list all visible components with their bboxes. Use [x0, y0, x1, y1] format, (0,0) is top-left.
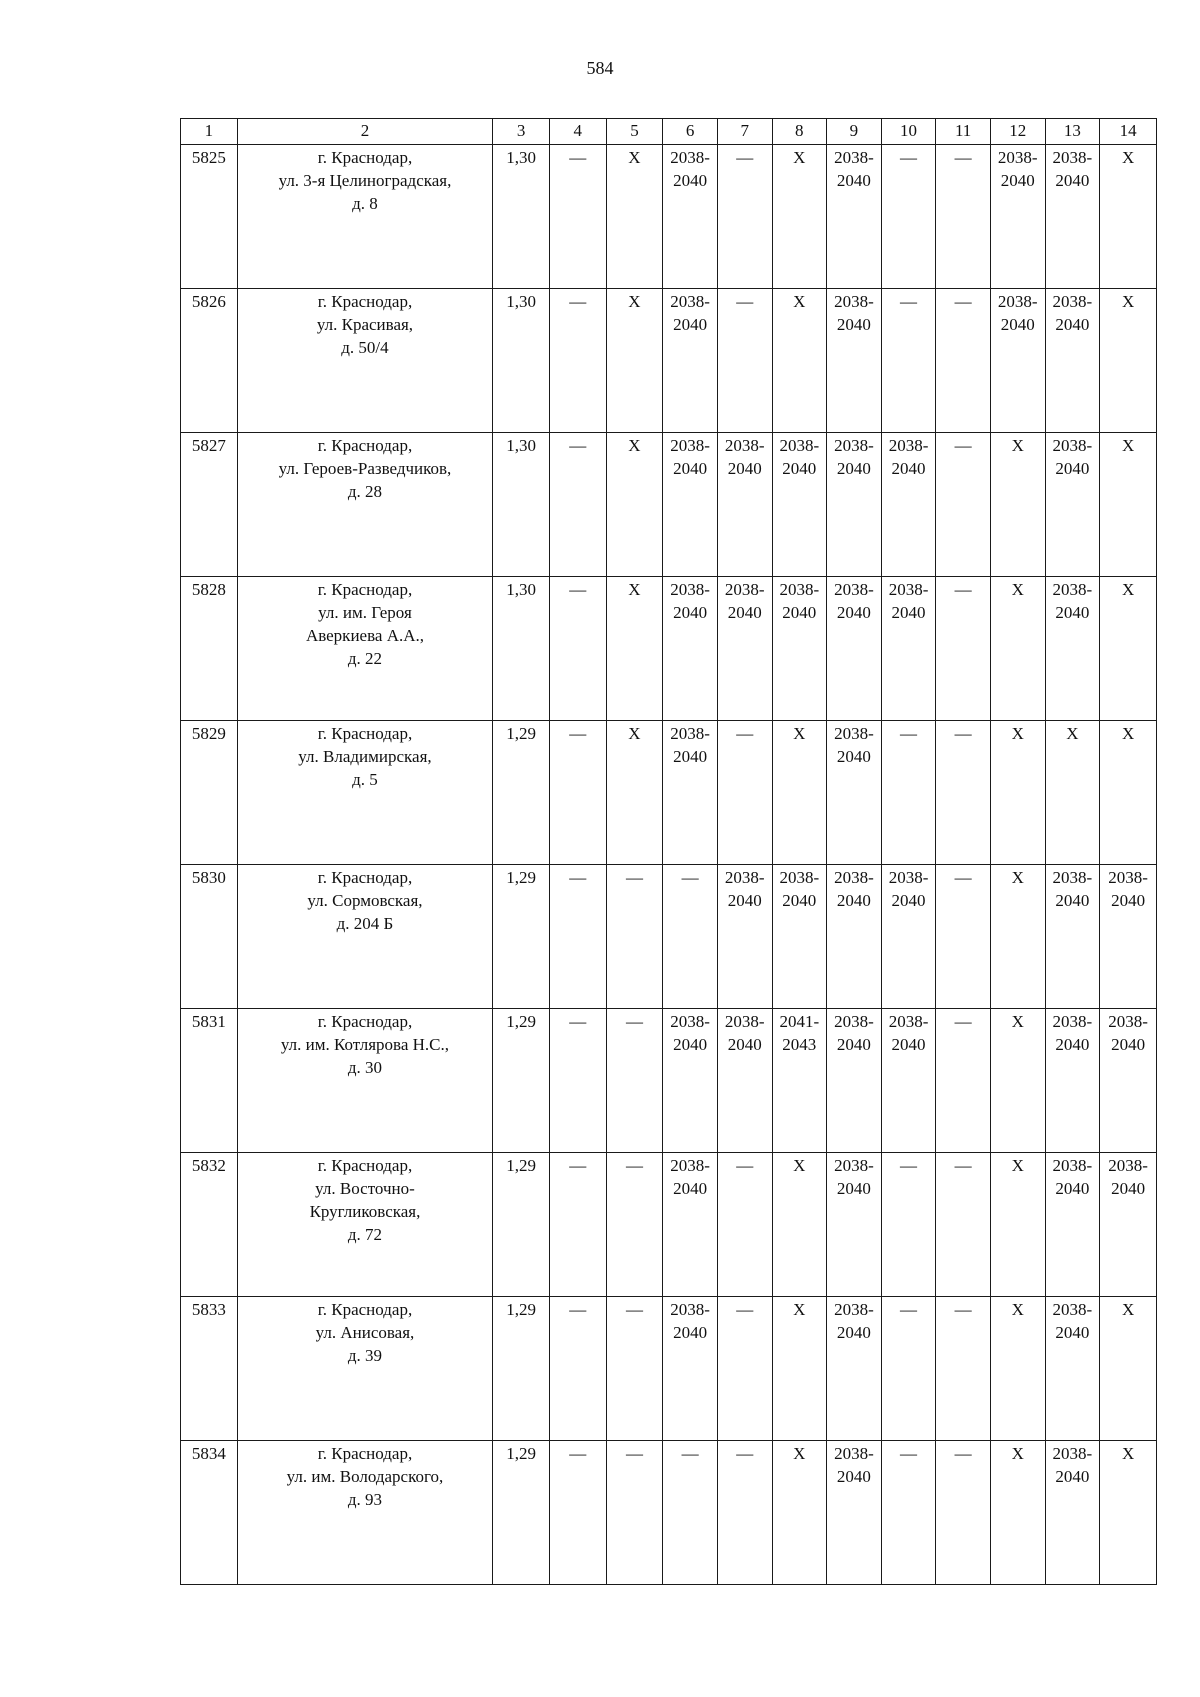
housing-table	[180, 118, 1157, 1585]
value-cell: 2038- 2040	[881, 576, 936, 720]
address-cell	[237, 720, 493, 864]
value-cell: 2038- 2040	[663, 1296, 718, 1440]
address-line: г. Краснодар,	[317, 579, 413, 599]
value-cell: —	[717, 720, 772, 864]
column-header: 9	[827, 119, 882, 145]
value-cell: 2038- 2040	[1045, 576, 1100, 720]
address-line: ул. 3-я Целиноградская,	[278, 170, 452, 190]
value-cell: 2038- 2040	[827, 1008, 882, 1152]
column-header: 4	[549, 119, 606, 145]
value-cell: —	[936, 432, 991, 576]
value-cell: 2038- 2040	[1045, 1152, 1100, 1296]
value-cell: Х	[990, 720, 1045, 864]
address-line: д. 5	[352, 769, 378, 789]
address-line: д. 72	[347, 1224, 383, 1244]
value-cell: 1,30	[493, 576, 550, 720]
address-line: г. Краснодар,	[317, 1299, 413, 1319]
value-cell: Х	[606, 576, 663, 720]
table-header	[181, 119, 1157, 145]
value-cell: 2038- 2040	[827, 720, 882, 864]
address-line: г. Краснодар,	[317, 723, 413, 743]
address-line: г. Краснодар,	[317, 1155, 413, 1175]
value-cell: —	[936, 864, 991, 1008]
value-cell: 2038- 2040	[717, 864, 772, 1008]
address-cell	[237, 432, 493, 576]
value-cell: —	[717, 1152, 772, 1296]
value-cell: —	[717, 288, 772, 432]
value-cell: Х	[990, 1008, 1045, 1152]
value-cell: 2038- 2040	[663, 1008, 718, 1152]
column-header: 12	[990, 119, 1045, 145]
value-cell: —	[606, 864, 663, 1008]
address-line: д. 30	[347, 1057, 383, 1077]
value-cell: —	[663, 864, 718, 1008]
column-header: 1	[181, 119, 238, 145]
table-row	[181, 1008, 1157, 1152]
value-cell: —	[606, 1152, 663, 1296]
value-cell: Х	[990, 576, 1045, 720]
value-cell: 2038- 2040	[1045, 432, 1100, 576]
value-cell: Х	[772, 1296, 827, 1440]
value-cell: Х	[772, 720, 827, 864]
value-cell: 2038- 2040	[1045, 1440, 1100, 1584]
value-cell: 2038- 2040	[1100, 1008, 1157, 1152]
value-cell: 1,29	[493, 1440, 550, 1584]
value-cell: —	[936, 1008, 991, 1152]
row-number: 5827	[181, 432, 238, 576]
value-cell: —	[717, 1440, 772, 1584]
value-cell: 1,29	[493, 1152, 550, 1296]
value-cell: 1,30	[493, 288, 550, 432]
address-line: ул. Красивая,	[316, 314, 414, 334]
value-cell: —	[606, 1296, 663, 1440]
row-number: 5826	[181, 288, 238, 432]
value-cell: 2038- 2040	[717, 576, 772, 720]
address-line: д. 8	[352, 193, 378, 213]
value-cell: Х	[772, 144, 827, 288]
value-cell: Х	[606, 144, 663, 288]
value-cell: Х	[1100, 432, 1157, 576]
table-row	[181, 144, 1157, 288]
value-cell: —	[936, 1296, 991, 1440]
value-cell: —	[549, 864, 606, 1008]
value-cell: Х	[606, 432, 663, 576]
value-cell: 1,30	[493, 144, 550, 288]
value-cell: Х	[1100, 1296, 1157, 1440]
value-cell: —	[936, 1152, 991, 1296]
value-cell: Х	[1100, 576, 1157, 720]
value-cell: Х	[1100, 1440, 1157, 1584]
column-header: 5	[606, 119, 663, 145]
value-cell: Х	[990, 432, 1045, 576]
column-header: 2	[237, 119, 493, 145]
value-cell: 1,29	[493, 864, 550, 1008]
row-number: 5830	[181, 864, 238, 1008]
value-cell: 2038- 2040	[1045, 1296, 1100, 1440]
value-cell: Х	[772, 288, 827, 432]
value-cell: —	[881, 144, 936, 288]
table-row	[181, 432, 1157, 576]
row-number: 5828	[181, 576, 238, 720]
value-cell: —	[936, 576, 991, 720]
row-number: 5832	[181, 1152, 238, 1296]
address-line: г. Краснодар,	[317, 867, 413, 887]
value-cell: 2038- 2040	[827, 1440, 882, 1584]
page-number: 584	[586, 58, 614, 78]
value-cell: Х	[990, 1440, 1045, 1584]
value-cell: —	[881, 1440, 936, 1584]
value-cell: —	[606, 1008, 663, 1152]
value-cell: —	[936, 1440, 991, 1584]
column-header: 3	[493, 119, 550, 145]
value-cell: —	[549, 432, 606, 576]
value-cell: Х	[606, 720, 663, 864]
value-cell: 1,29	[493, 1008, 550, 1152]
address-line: Аверкиева А.А.,	[305, 625, 424, 645]
address-cell	[237, 1440, 493, 1584]
value-cell: Х	[1100, 720, 1157, 864]
value-cell: 2038- 2040	[772, 432, 827, 576]
table-row	[181, 1296, 1157, 1440]
header-row	[181, 119, 1157, 145]
value-cell: —	[717, 1296, 772, 1440]
value-cell: 2038- 2040	[881, 864, 936, 1008]
value-cell: —	[881, 720, 936, 864]
value-cell: —	[606, 1440, 663, 1584]
value-cell: 1,29	[493, 720, 550, 864]
value-cell: 2038- 2040	[827, 1296, 882, 1440]
value-cell: 2038- 2040	[663, 576, 718, 720]
address-line: ул. им. Котлярова Н.С.,	[280, 1034, 450, 1054]
value-cell: 2038- 2040	[717, 432, 772, 576]
value-cell: 2041- 2043	[772, 1008, 827, 1152]
address-line: д. 28	[347, 481, 383, 501]
value-cell: 2038- 2040	[1045, 144, 1100, 288]
column-header: 11	[936, 119, 991, 145]
address-line: ул. Восточно-	[315, 1178, 415, 1198]
value-cell: —	[936, 144, 991, 288]
value-cell: 2038- 2040	[663, 432, 718, 576]
row-number: 5833	[181, 1296, 238, 1440]
row-number: 5829	[181, 720, 238, 864]
value-cell: —	[717, 144, 772, 288]
value-cell: 1,29	[493, 1296, 550, 1440]
value-cell: 2038- 2040	[827, 864, 882, 1008]
address-line: д. 93	[347, 1489, 383, 1509]
value-cell: —	[881, 1296, 936, 1440]
value-cell: 2038- 2040	[663, 1152, 718, 1296]
value-cell: Х	[990, 864, 1045, 1008]
value-cell: 2038- 2040	[1100, 864, 1157, 1008]
column-header: 6	[663, 119, 718, 145]
column-header: 14	[1100, 119, 1157, 145]
address-cell	[237, 1296, 493, 1440]
value-cell: 2038- 2040	[827, 144, 882, 288]
value-cell: Х	[990, 1296, 1045, 1440]
table-row	[181, 1440, 1157, 1584]
value-cell: 2038- 2040	[1045, 864, 1100, 1008]
value-cell: 2038- 2040	[827, 1152, 882, 1296]
value-cell: —	[881, 288, 936, 432]
value-cell: 1,30	[493, 432, 550, 576]
column-header: 7	[717, 119, 772, 145]
value-cell: —	[549, 1152, 606, 1296]
table-row	[181, 720, 1157, 864]
table-row	[181, 288, 1157, 432]
value-cell: 2038- 2040	[827, 576, 882, 720]
address-line: г. Краснодар,	[317, 147, 413, 167]
address-line: ул. Владимирская,	[298, 746, 432, 766]
address-line: ул. им. Героя	[318, 602, 412, 622]
address-cell	[237, 288, 493, 432]
address-line: ул. Героев-Разведчиков,	[278, 458, 452, 478]
table-row	[181, 864, 1157, 1008]
value-cell: 2038- 2040	[717, 1008, 772, 1152]
value-cell: —	[663, 1440, 718, 1584]
address-line: Кругликовская,	[309, 1201, 421, 1221]
table-row	[181, 1152, 1157, 1296]
value-cell: —	[549, 1440, 606, 1584]
address-line: ул. Анисовая,	[315, 1322, 415, 1342]
address-cell	[237, 1008, 493, 1152]
value-cell: 2038- 2040	[827, 288, 882, 432]
value-cell: 2038- 2040	[990, 144, 1045, 288]
value-cell: 2038- 2040	[772, 576, 827, 720]
value-cell: 2038- 2040	[1045, 288, 1100, 432]
row-number: 5834	[181, 1440, 238, 1584]
value-cell: —	[549, 576, 606, 720]
address-line: д. 39	[347, 1345, 383, 1365]
address-cell	[237, 864, 493, 1008]
value-cell: Х	[1045, 720, 1100, 864]
address-line: ул. Сормовская,	[307, 890, 423, 910]
value-cell: —	[549, 720, 606, 864]
value-cell: Х	[606, 288, 663, 432]
address-line: г. Краснодар,	[317, 291, 413, 311]
value-cell: 2038- 2040	[881, 432, 936, 576]
column-header: 13	[1045, 119, 1100, 145]
value-cell: —	[549, 1296, 606, 1440]
address-line: г. Краснодар,	[317, 1443, 413, 1463]
address-line: д. 50/4	[341, 337, 389, 357]
row-number: 5831	[181, 1008, 238, 1152]
value-cell: 2038- 2040	[772, 864, 827, 1008]
value-cell: —	[936, 288, 991, 432]
value-cell: 2038- 2040	[881, 1008, 936, 1152]
value-cell: Х	[1100, 288, 1157, 432]
address-line: д. 22	[347, 648, 383, 668]
value-cell: Х	[1100, 144, 1157, 288]
address-cell	[237, 1152, 493, 1296]
address-line: д. 204 Б	[336, 913, 394, 933]
value-cell: 2038- 2040	[990, 288, 1045, 432]
address-line: ул. им. Володарского,	[286, 1466, 444, 1486]
value-cell: Х	[772, 1440, 827, 1584]
address-cell	[237, 144, 493, 288]
table-body	[181, 144, 1157, 1584]
value-cell: —	[549, 1008, 606, 1152]
row-number: 5825	[181, 144, 238, 288]
value-cell: 2038- 2040	[1100, 1152, 1157, 1296]
column-header: 10	[881, 119, 936, 145]
value-cell: —	[549, 288, 606, 432]
value-cell: 2038- 2040	[827, 432, 882, 576]
value-cell: —	[549, 144, 606, 288]
value-cell: Х	[772, 1152, 827, 1296]
address-cell	[237, 576, 493, 720]
value-cell: —	[936, 720, 991, 864]
column-header: 8	[772, 119, 827, 145]
value-cell: 2038- 2040	[663, 288, 718, 432]
table-row	[181, 576, 1157, 720]
value-cell: Х	[990, 1152, 1045, 1296]
address-line: г. Краснодар,	[317, 1011, 413, 1031]
value-cell: —	[881, 1152, 936, 1296]
address-line: г. Краснодар,	[317, 435, 413, 455]
value-cell: 2038- 2040	[1045, 1008, 1100, 1152]
value-cell: 2038- 2040	[663, 144, 718, 288]
value-cell: 2038- 2040	[663, 720, 718, 864]
